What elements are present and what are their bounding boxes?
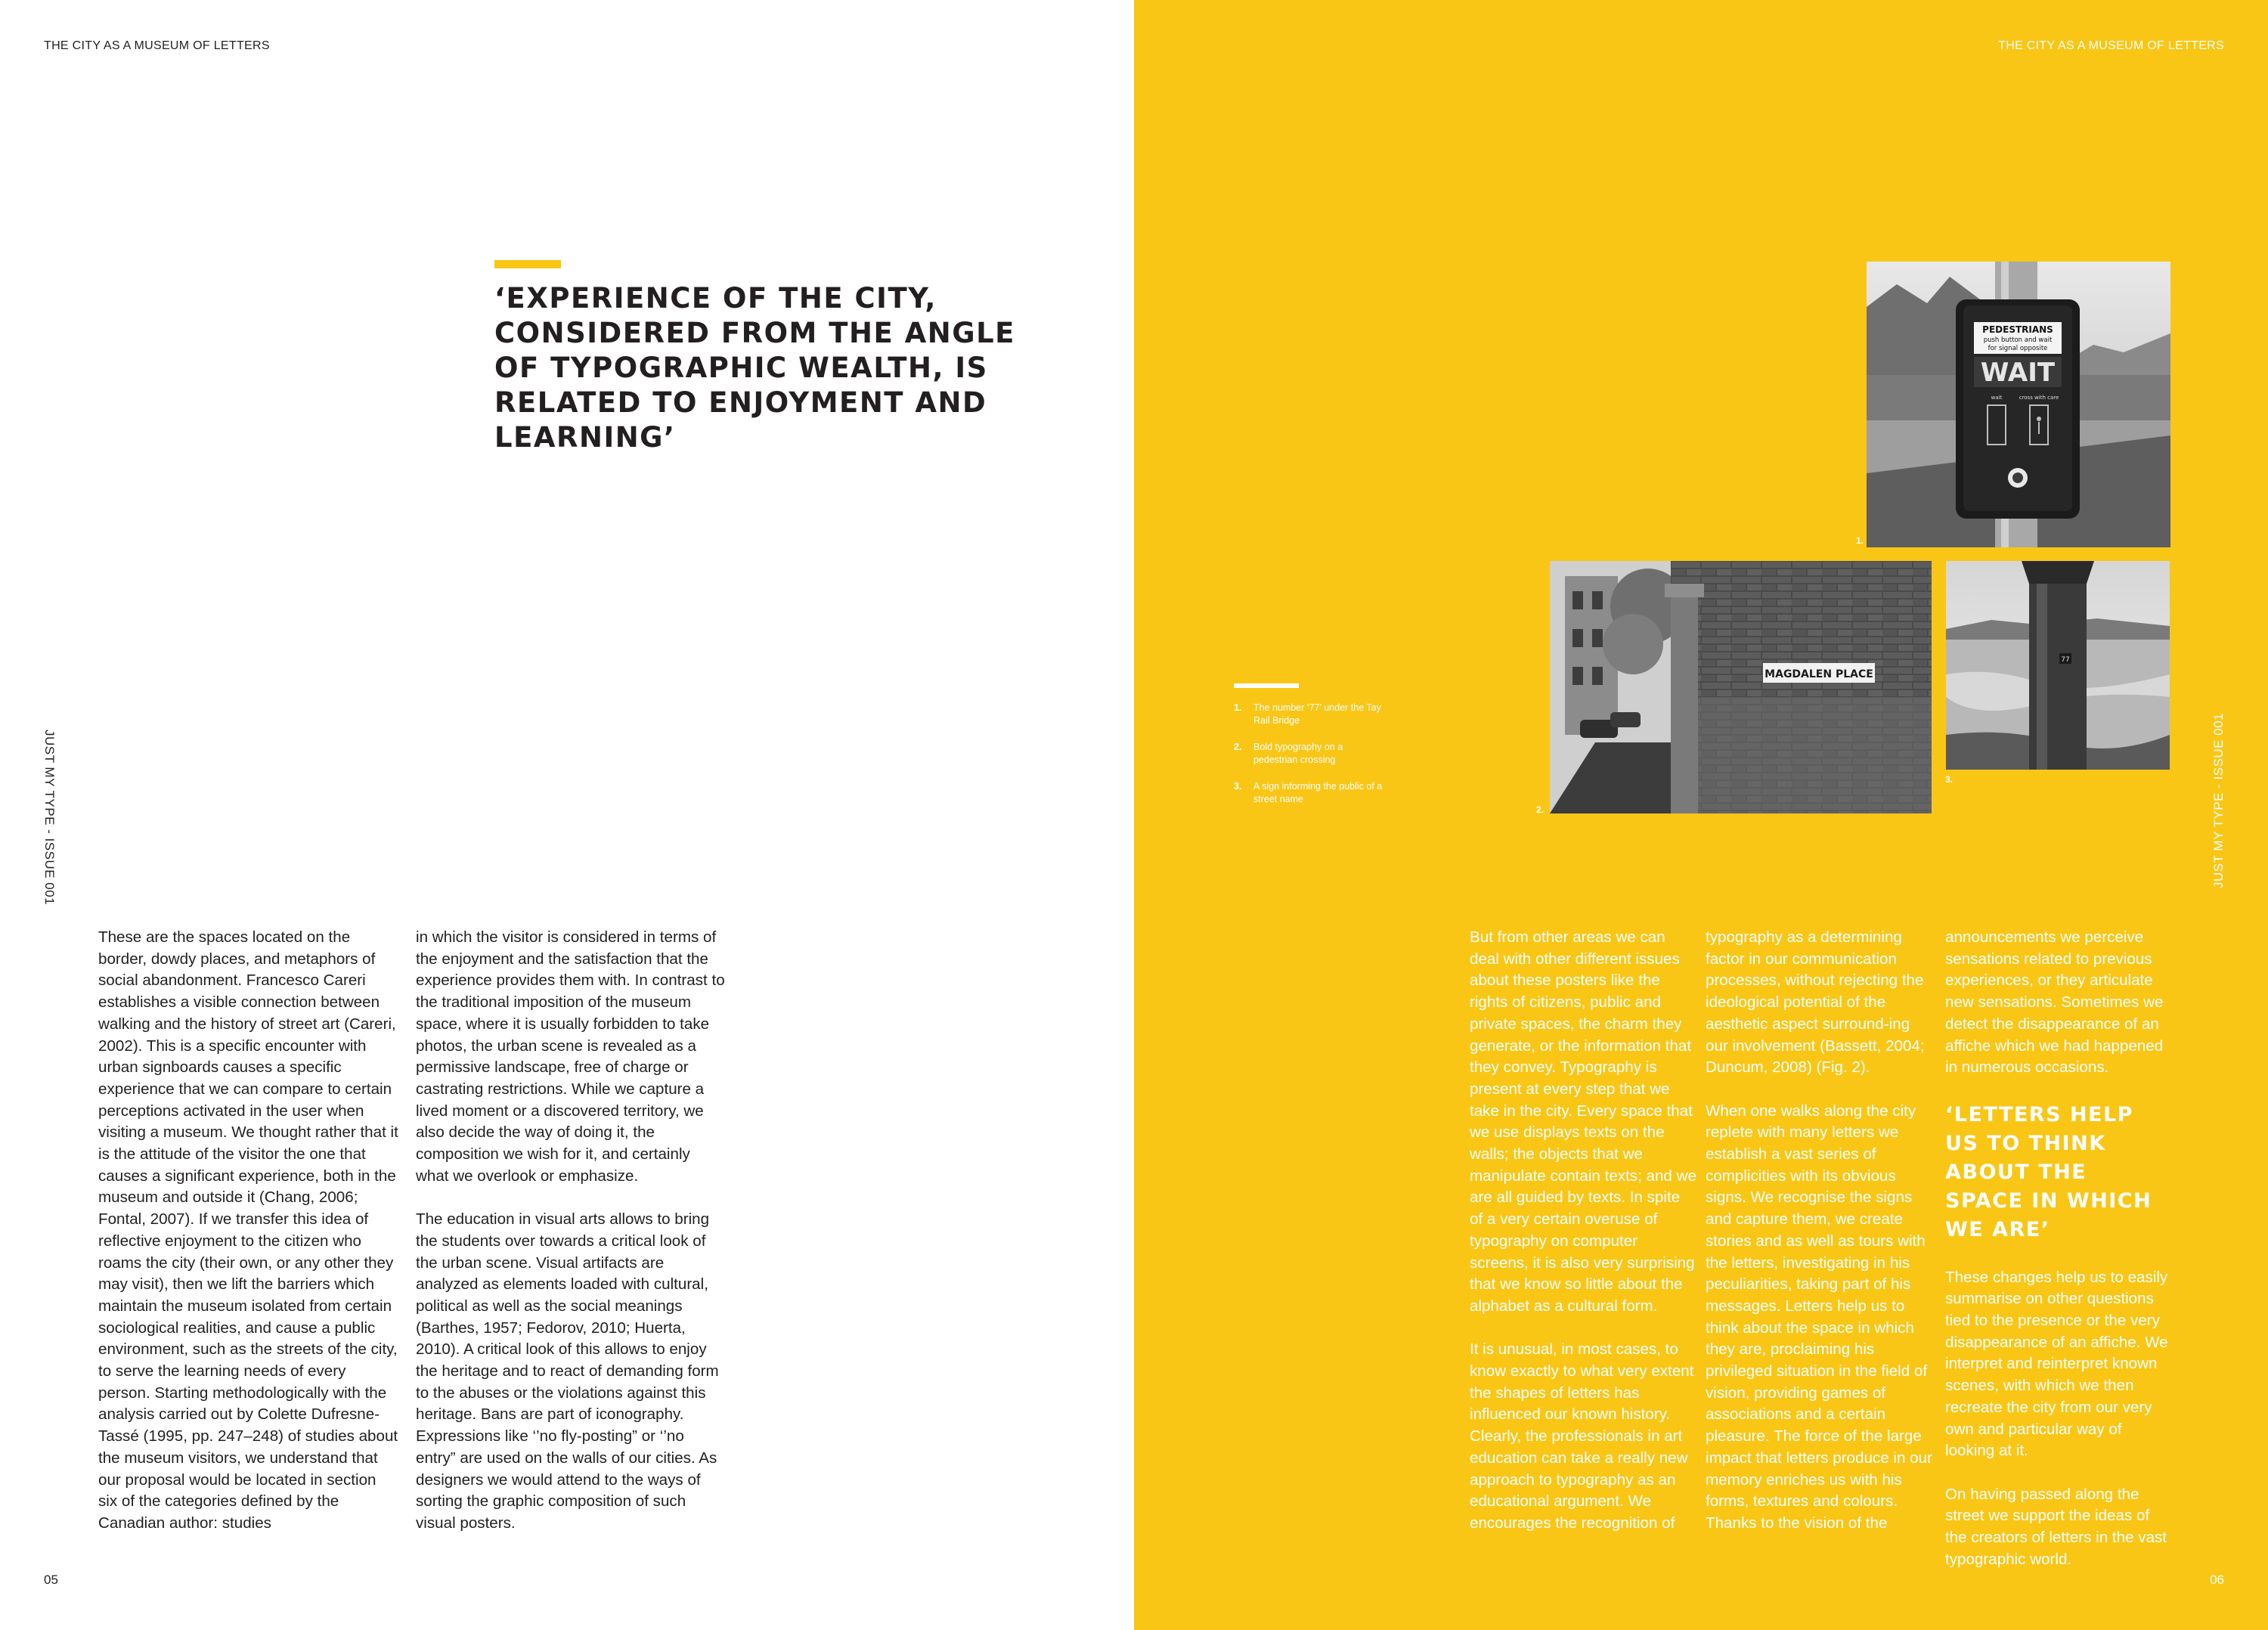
paragraph: When one walks along the city replete with many letters we establish a vast series of complicities with its obvious signs. We recognise the signs and capture them, we create stories and as well as tours with the letters, investigating in his peculiarities, taking part of his messages. Letters help us to think about the space in which they are, proclaiming his privileged situation in the field of vision, providing games of associations and a certain pleasure. The force of the large impact that letters produce in our memory enriches us with his forms, textures and colours. Thanks to the vision of the [1706, 1102, 1932, 1532]
caption-text: The number ‘77’ under the Tay Rail Bridge [1253, 702, 1381, 726]
photo-sign-text: MAGDALEN PLACE [1765, 668, 1873, 680]
running-head-left: THE CITY AS A MUSEUM OF LETTERS [44, 39, 270, 52]
paragraph: It is unusual, in most cases, to know exactly to what very extent the shapes of letters has influenced our known history. Clearly, the professionals in art education can take a really new approach to typography as an educational argument. We encourages the recognition of [1470, 1340, 1694, 1532]
paragraph: announcements we perceive sensations related to previous experiences, or they articulate new sensations. Sometimes we detect the disappearance of an affiche which we had happened in numerous occasions. [1945, 928, 2164, 1077]
right-column-1 [1470, 927, 1696, 1535]
photo-pedestrian-button [1867, 262, 2170, 547]
pull-quote-accent-bar [494, 260, 561, 268]
caption-accent-bar [1234, 683, 1299, 688]
left-column-2 [416, 927, 726, 1535]
page-number-right: 06 [2210, 1573, 2224, 1587]
page-number-left: 05 [44, 1573, 58, 1587]
left-column-1 [98, 927, 399, 1535]
photo-sign-text: cross with care [2019, 395, 2059, 401]
paragraph: On having passed along the street we support the ideas of the creators of letters in the vast typographic world. [1945, 1485, 2167, 1568]
paragraph: These changes help us to easily summarise on other questions tied to the presence or the very disappearance of an affiche. We interpret and reinterpret known scenes, with which we then recreate the city from our very own and particular way of looking at it. [1945, 1268, 2168, 1460]
caption-number: 3. [1234, 781, 1242, 792]
photo-sign-text: wait [1991, 395, 2003, 401]
caption-number: 1. [1234, 702, 1242, 713]
caption-text: Bold typography on a pedestrian crossing [1253, 742, 1343, 765]
photo-number: 2. [1536, 804, 1545, 815]
issue-label-left: JUST MY TYPE - ISSUE 001 [42, 730, 57, 906]
inline-pull-quote: ‘LETTERS HELP US TO THINK ABOUT THE SPACE IN WHICH WE ARE’ [1945, 1102, 2152, 1241]
paragraph: in which the visitor is considered in terms of the enjoyment and the satisfaction that the experience provides them with. In contrast to the traditional imposition of the museum space, where it is usually forbidden to take photos, the urban scene is revealed as a permissive landscape, free of charge or castrating restrictions. While we capture a lived moment or a discovered territory, we also decide the way of doing it, the composition we wish for it, and certainly what we overlook or emphasize. [416, 928, 725, 1185]
paragraph: typography as a determining factor in our communication processes, without rejecting the ideological potential of the aesthetic aspect surround-ing our involvement (Bassett, 2004; Duncum, 2008) (Fig. 2). [1706, 928, 1925, 1077]
photo-sign-text: push button and wait [1983, 336, 2053, 344]
photo-captions [1234, 702, 1385, 820]
paragraph: But from other areas we can deal with other different issues about these posters like the rights of citizens, public and private spaces, the charm they generate, or the information that they convey. Typography is present at every step that we take in the city. Every space that we use displays texts on the walls; the objects that we manipulate contain texts; and we are all guided by texts. In spite of a very certain overuse of typography on computer screens, it is also very surprising that we know so little about the alphabet as a cultural form. [1470, 928, 1696, 1315]
photo-sign-text: for signal opposite [1988, 345, 2048, 352]
photo-street-sign [1550, 561, 1932, 813]
pull-quote: ‘EXPERIENCE OF THE CITY, CONSIDERED FROM THE ANGLE OF TYPOGRAPHIC WEALTH, IS RELATED TO ENJOYMENT AND LEARNING’ [494, 282, 1015, 454]
right-column-3 [1945, 927, 2172, 1570]
photo-sign-text: WAIT [1980, 358, 2056, 388]
photo-number: 1. [1856, 535, 1864, 546]
issue-label-right: JUST MY TYPE - ISSUE 001 [2211, 712, 2226, 888]
caption-item [1234, 741, 1385, 767]
photo-sign-text: PEDESTRIANS [1982, 324, 2053, 335]
running-head-right: THE CITY AS A MUSEUM OF LETTERS [1998, 39, 2224, 52]
right-column-2 [1706, 927, 1932, 1535]
caption-item [1234, 702, 1385, 727]
photo-number: 3. [1945, 774, 1954, 785]
caption-number: 2. [1234, 742, 1242, 752]
paragraph: The education in visual arts allows to bring the students over towards a critical look of the urban scene. Visual artifacts are analyzed as elements loaded with cultural, political as well as the social meanings (Barthes, 1957; Fedorov, 2010; Huerta, 2010). A critical look of this allows to enjoy the heritage and to react of demanding form to the abuses or the violations against this heritage. Bans are part of iconography. Expressions like ‘’no fly-posting” or ‘’no entry” are used on the walls of our cities. As designers we would attend to the ways of sorting the graphic composition of such visual posters. [416, 1210, 719, 1532]
caption-item [1234, 780, 1385, 806]
photo-sign-text: 77 [2061, 656, 2070, 664]
photo-bridge-pillar [1946, 561, 2170, 770]
caption-text: A sign informing the public of a street name [1253, 781, 1383, 804]
paragraph: These are the spaces located on the border, dowdy places, and metaphors of social abandonment. Francesco Careri establishes a visible connection between walking and the history of street art (Careri, 2002). This is a specific encounter with urban signboards causes a specific experience that we can compare to certain perceptions activated in the user when visiting a museum. We thought rather that it is the attitude of the visitor the one that causes a significant experience, both in the museum and outside it (Chang, 2006; Fontal, 2007). If we transfer this idea of reflective enjoyment to the citizen who roams the city (their own, or any other they may visit), then we lift the barriers which maintain the museum isolated from certain sociological realities, and cause a public environment, such as the streets of the city, to serve the learning needs of every person. Starting methodologically with the analysis carried out by Colette Dufresne-Tassé (1995, pp. 247–248) of studies about the museum visitors, we understand that our proposal would be located in section six of the categories defined by the Canadian author: studies [98, 928, 398, 1532]
